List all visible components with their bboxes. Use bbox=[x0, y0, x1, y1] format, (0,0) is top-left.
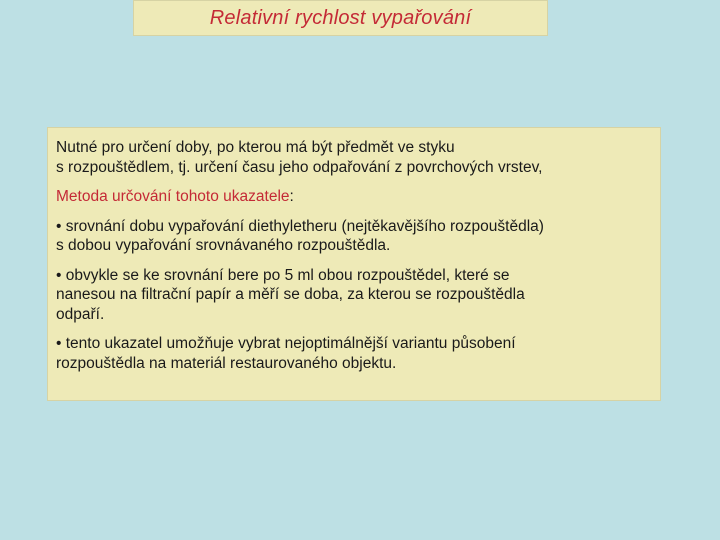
intro-paragraph: Nutné pro určení doby, po kterou má být předmět ve styku s rozpouštědlem, tj. určení času jeho odpařování z povrchových vrstev, bbox=[56, 139, 543, 176]
method-heading bbox=[56, 187, 652, 207]
bullet-item: • obvykle se ke srovnání bere po 5 ml obou rozpouštědel, které se nanesou na filtrační papír a měří se doba, za kterou se rozpouštědla odpaří. bbox=[56, 266, 525, 323]
bullet-item: • srovnání dobu vypařování diethyletheru (nejtěkavějšího rozpouštědla) s dobou vypařování srovnávaného rozpouštědla. bbox=[56, 217, 544, 254]
slide-title: Relativní rychlost vypařování bbox=[209, 6, 472, 29]
method-label: Metoda určování tohoto ukazatele bbox=[56, 188, 290, 205]
title-box bbox=[133, 0, 548, 36]
content-box bbox=[47, 127, 661, 401]
method-colon: : bbox=[289, 188, 294, 205]
bullet-item: • tento ukazatel umožňuje vybrat nejoptimálnější variantu působení rozpouštědla na materiál restaurovaného objektu. bbox=[56, 335, 516, 372]
